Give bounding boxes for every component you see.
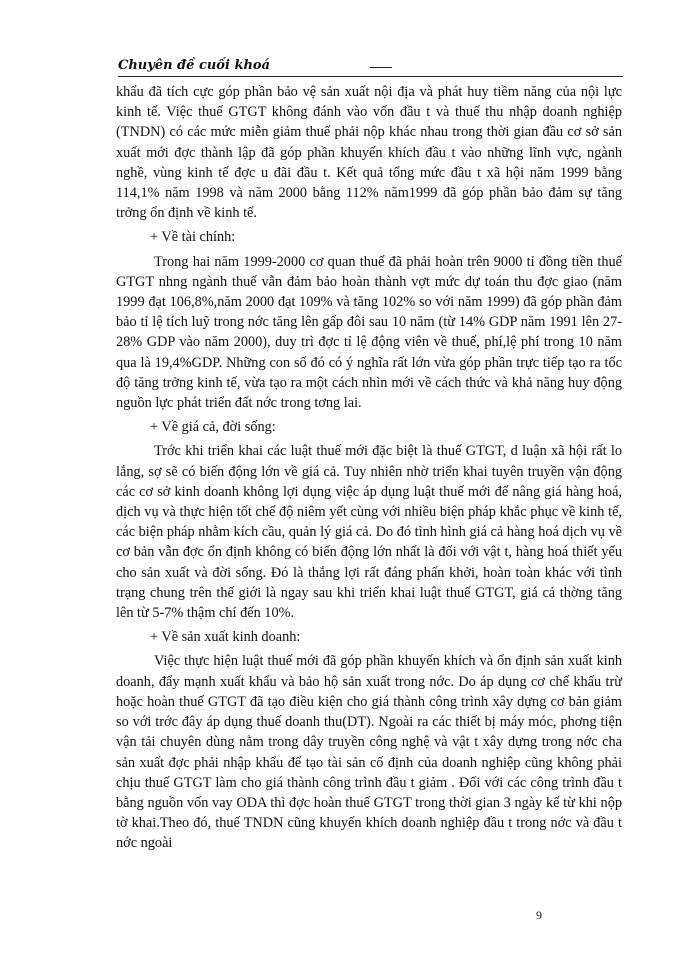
page-number: 9 (536, 908, 542, 922)
subheading-prices: + Về giá cả, đời sống: (150, 419, 276, 436)
subheading-finance: + Về tài chính: (150, 229, 236, 246)
page-header (118, 58, 623, 78)
paragraph-intro: khẩu đã tích cực góp phần bảo vệ sản xuất nội địa và phát huy tiềm năng của nội lực kinh tế. Việc thuế GTGT không đánh vào vốn đầu t và thuế thu nhập doanh nghiệp (TNDN) có các mức miễn giảm thuế phải nộp khác nhau trong thời gian đầu cơ sở sản xuất mới đợc thành lập đã góp phần khuyến khích đầu t vào những lĩnh vực, ngành nghề, vùng kinh tế đợc u đãi đầu t. Kết quả tổng mức đầu t xã hội năm 1999 bằng 114,1% năm 1998 và năm 2000 bằng 112% năm1999 đã góp phần bảo đảm sự tăng trởng ổn định về kinh tế. (116, 84, 622, 222)
header-rule (118, 76, 623, 77)
document-body (116, 82, 622, 854)
subheading-production: + Về sản xuất kinh doanh: (150, 629, 301, 646)
paragraph-finance: Trong hai năm 1999-2000 cơ quan thuế đã phải hoàn trên 9000 tỉ đồng tiền thuế GTGT nhng ngành thuế vẫn đảm bảo hoàn thành vợt mức dự toán thu đợc giao (năm 1999 đạt 106,8%,năm 2000 đạt 109% và tăng 102% so với năm 1999) đã góp phần đảm bảo tỉ lệ tích luỹ trong nớc tăng lên gấp đôi sau 10 năm (từ 14% GDP năm 1991 lên 27-28% GDP vào năm 2000), duy trì đợc tỉ lệ động viên về thuế, phí,lệ phí trong 10 năm qua là 19,4%GDP. Những con số đó có ý nghĩa rất lớn vừa góp phần trực tiếp tạo ra tốc độ tăng trởng kinh tế, vừa tạo ra một cách nhìn mới về cách thức và khả năng huy động nguồn lực phát triển đất nớc trong tơng lai. (116, 253, 622, 412)
paragraph-prices: Trớc khi triển khai các luật thuế mới đặc biệt là thuế GTGT, d luận xã hội rất lo lắng, sợ sẽ có biến động lớn về giá cả. Tuy nhiên nhờ triển khai tuyên truyền vận động các cơ sở kinh doanh không lợi dụng việc áp dụng luật thuế mới để nâng giá hàng hoá, dịch vụ và thực hiện tốt chế độ niêm yết cùng với nhiều biện pháp khắc phục về kinh tế, các biện pháp nhằm kích cầu, quản lý giá cả. Do đó tình hình giá cả hàng hoá dịch vụ về cơ bản vẫn đợc ổn định không có biến động lớn nhất là đối với vật t, hàng hoá thiết yếu cho sản xuất và đời sống. Đó là thắng lợi rất đáng phấn khởi, hoàn toàn khác với tình trạng chung trên thế giới là ngay sau khi triển khai luật thuế GTGT, giá cả thờng tăng lên từ 5-7% thậm chí đến 10%. (116, 443, 622, 622)
header-title: Chuyên đề cuối khoá (118, 58, 270, 73)
header-dash (370, 67, 392, 68)
paragraph-production: Việc thực hiện luật thuế mới đã góp phần khuyến khích và ổn định sản xuất kinh doanh, đẩy mạnh xuất khẩu và bảo hộ sản xuất trong nớc. Do áp dụng cơ chế khấu trừ hoặc hoàn thuế GTGT đã tạo điều kiện cho giá thành công trình xây dựng cơ bản giảm so với trớc đây áp dụng thuế doanh thu(DT). Ngoài ra các thiết bị máy móc, phơng tiện vận tải chuyên dùng nằm trong dây truyền công nghệ và vật t xây dựng trong nớc cha sản xuất đợc phải nhập khẩu để tạo tài sản cố định của doanh nghiệp cũng không phải chịu thuế GTGT làm cho giá thành công trình đầu t giảm . Đối với các công trình đầu t bằng nguồn vốn vay ODA thì đợc hoàn thuế GTGT trong thời gian 3 ngày kể từ khi nộp tờ khai.Theo đó, thuế TNDN cũng khuyến khích doanh nghiệp đầu t trong nớc và đầu t nớc ngoài (116, 653, 622, 852)
